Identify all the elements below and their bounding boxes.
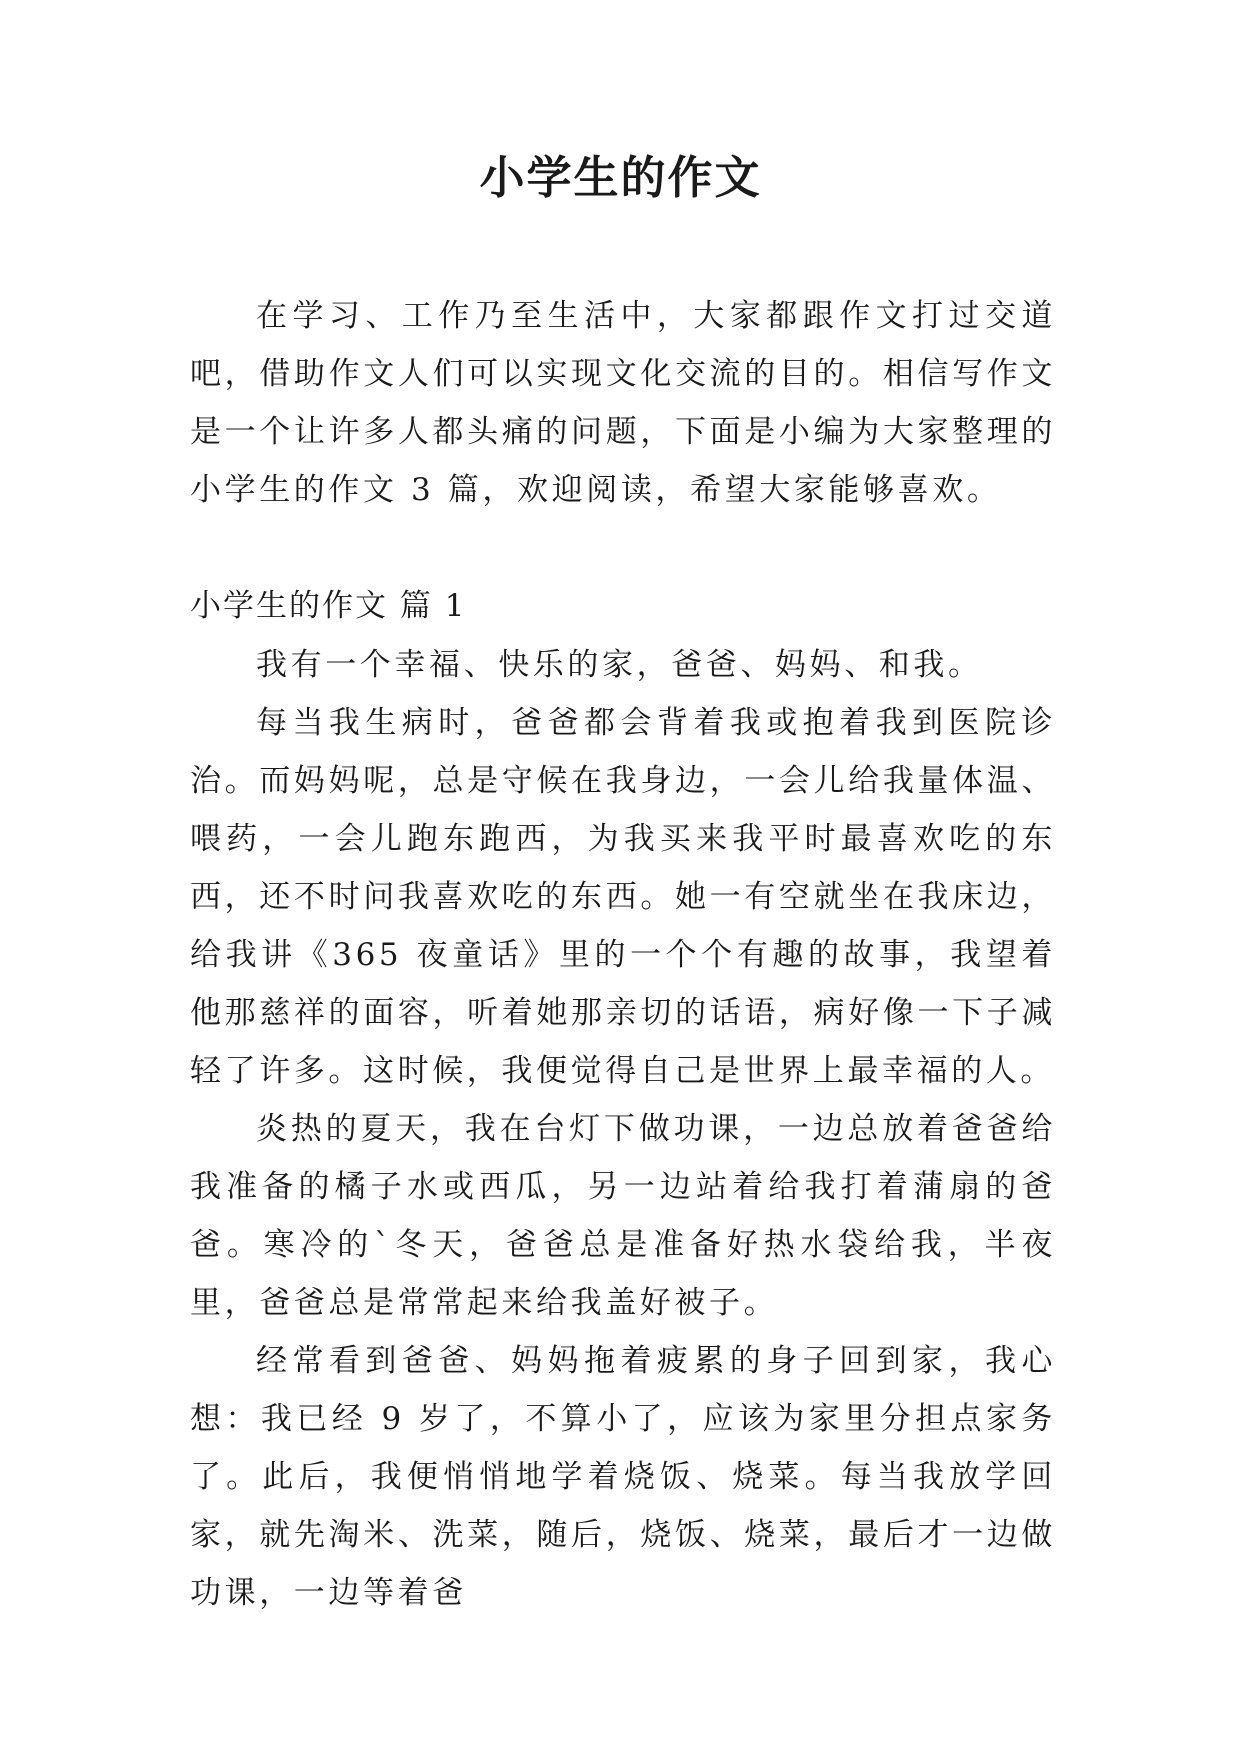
intro-paragraph: 在学习、工作乃至生活中，大家都跟作文打过交道吧，借助作文人们可以实现文化交流的目的。相信写作文是一个让许多人都头痛的问题，下面是小编为大家整理的小学生的作文 3 篇，欢迎阅读，希望大家能够喜欢。	[190, 298, 1056, 508]
article-paragraph: 炎热的夏天，我在台灯下做功课，一边总放着爸爸给我准备的橘子水或西瓜，另一边站着给我打着蒲扇的爸爸。寒冷的`冬天，爸爸总是准备好热水袋给我，半夜里，爸爸总是常常起来给我盖好被子。	[190, 1111, 1056, 1321]
article-paragraph: 经常看到爸爸、妈妈拖着疲累的身子回到家，我心想：我已经 9 岁了，不算小了，应该为家里分担点家务了。此后，我便悄悄地学着烧饭、烧菜。每当我放学回家，就先淘米、洗菜，随后，烧饭、烧菜，最后才一边做功课，一边等着爸	[190, 1343, 1056, 1611]
article-body	[190, 636, 1056, 1622]
section-heading: 小学生的作文 篇 1	[190, 588, 467, 624]
article-paragraph: 每当我生病时，爸爸都会背着我或抱着我到医院诊治。而妈妈呢，总是守候在我身边，一会儿给我量体温、喂药，一会儿跑东跑西，为我买来我平时最喜欢吃的东西，还不时问我喜欢吃的东西。她一有空就坐在我床边，给我讲《365 夜童话》里的一个个有趣的故事，我望着他那慈祥的面容，听着她那亲切的话语，病好像一下子减轻了许多。这时候，我便觉得自己是世界上最幸福的人。	[190, 705, 1056, 1089]
document-title: 小学生的作文	[479, 151, 762, 204]
article-paragraph: 我有一个幸福、快乐的家，爸爸、妈妈、和我。	[256, 647, 983, 683]
